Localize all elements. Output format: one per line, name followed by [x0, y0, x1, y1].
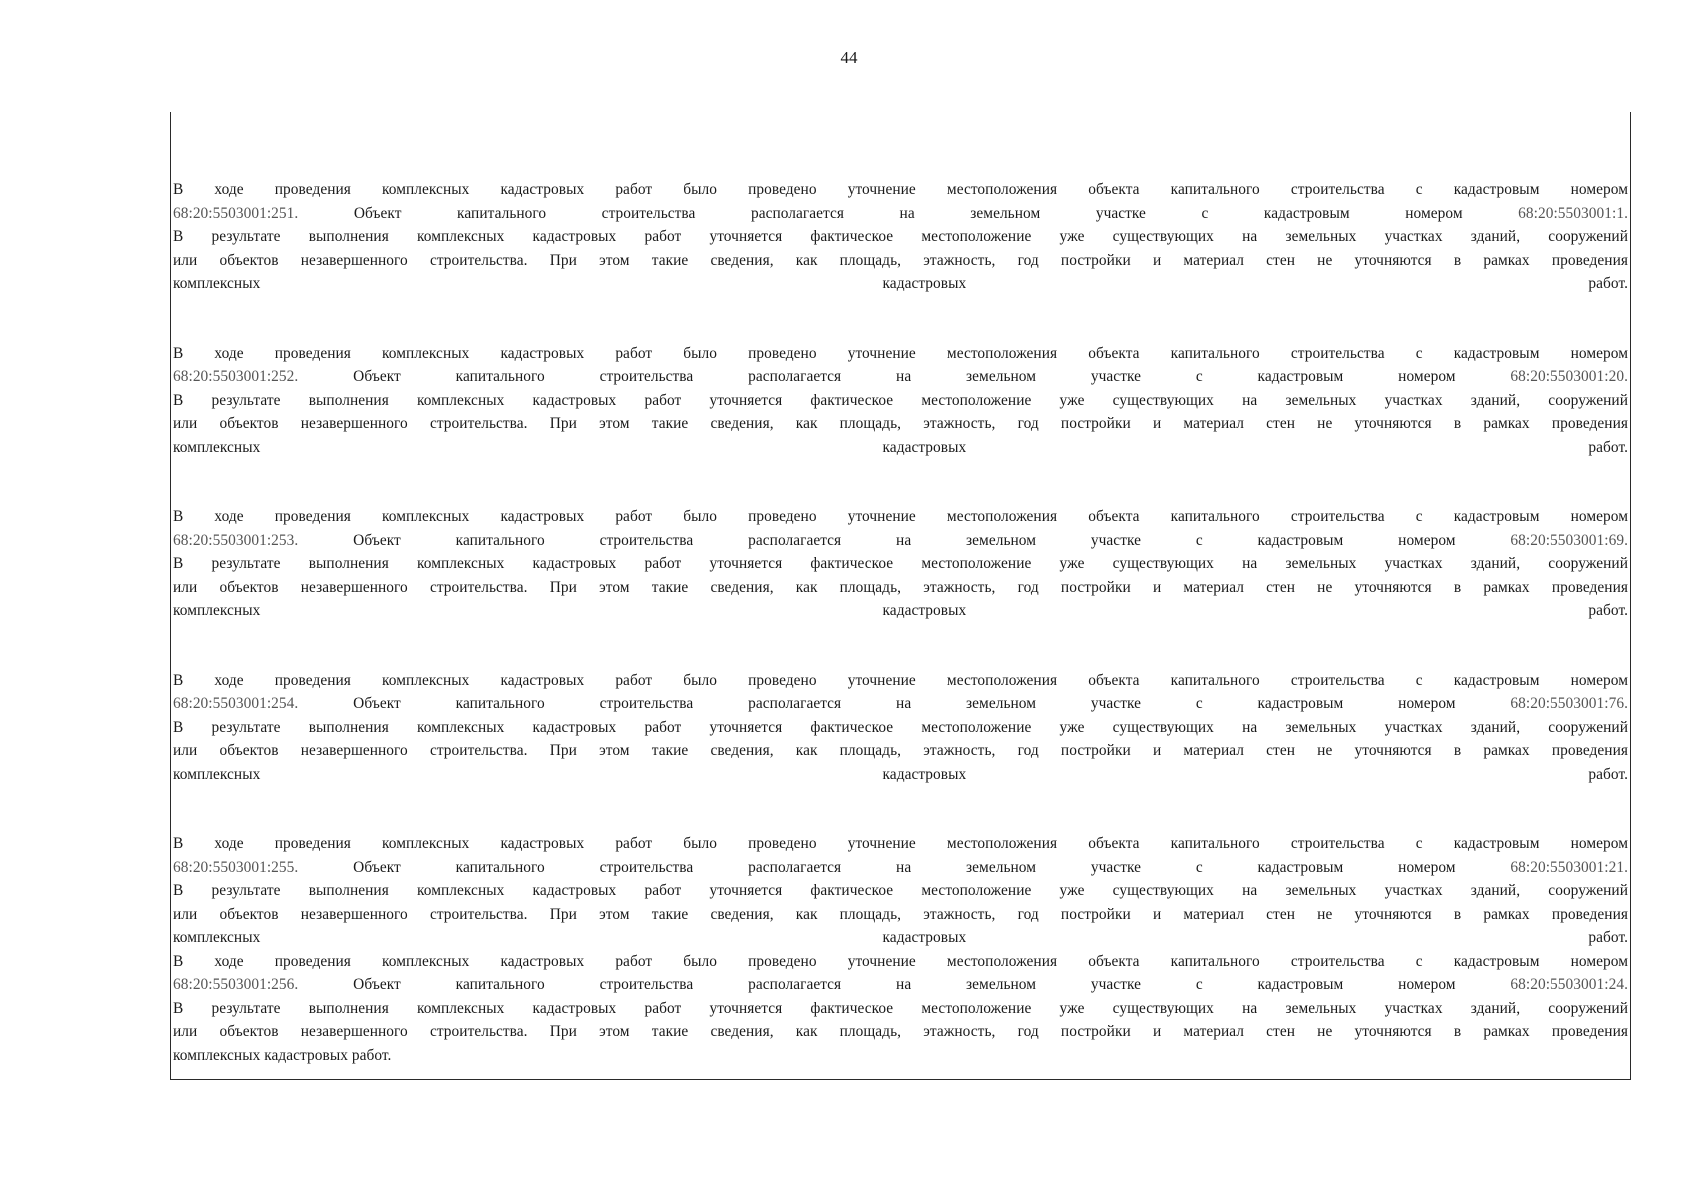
- entry-line-intro: В ходе проведения комплексных кадастровых работ было проведено уточнение местоположения объекта капитального строительства с кадастровым номером: [173, 181, 1628, 198]
- entry-line-numbers: [173, 856, 1628, 880]
- entry-line-closing: [173, 599, 1628, 623]
- closing-word: работ.: [1588, 765, 1628, 783]
- entry-line-numbers: [173, 529, 1628, 553]
- entry-line-numbers: [173, 692, 1628, 716]
- object-cadastral-number: 68:20:5503001:253.: [173, 531, 299, 549]
- entry-line-result: В результате выполнения комплексных кадастровых работ уточняется фактическое местоположение уже существующих на земельных участках зданий, сооружений: [173, 228, 1628, 245]
- entry-line-result: В результате выполнения комплексных кадастровых работ уточняется фактическое местоположение уже существующих на земельных участках зданий, сооружений: [173, 555, 1628, 572]
- entry-line-numbers: [173, 202, 1628, 226]
- entry-line-location: Объект капитального строительства располагается на земельном участке с кадастровым номером: [353, 531, 1456, 549]
- entry-line-result: В результате выполнения комплексных кадастровых работ уточняется фактическое местоположение уже существующих на земельных участках зданий, сооружений: [173, 999, 1628, 1017]
- entry-line-intro: В ходе проведения комплексных кадастровых работ было проведено уточнение местоположения объекта капитального строительства с кадастровым номером: [173, 508, 1628, 525]
- closing-word: кадастровых: [882, 929, 967, 946]
- parcel-cadastral-number: 68:20:5503001:76.: [1510, 695, 1628, 712]
- closing-word: кадастровых: [882, 765, 967, 783]
- entry-line-location: Объект капитального строительства располагается на земельном участке с кадастровым номером: [353, 204, 1463, 222]
- closing-word: работ.: [1588, 929, 1628, 946]
- entry-line-numbers: [173, 973, 1628, 997]
- entry-line-closing: [173, 926, 1628, 950]
- entry-251: [173, 178, 1628, 296]
- entry-254: [173, 669, 1628, 787]
- closing-word: работ.: [1588, 602, 1628, 619]
- entry-255: [173, 832, 1628, 950]
- entry-253: [173, 505, 1628, 623]
- entry-line-location: Объект капитального строительства располагается на земельном участке с кадастровым номером: [353, 368, 1456, 385]
- closing-word: комплексных: [173, 275, 261, 292]
- entries-list: [173, 178, 1628, 1067]
- entry-line-location: Объект капитального строительства располагается на земельном участке с кадастровым номером: [353, 976, 1456, 993]
- entry-line-intro: В ходе проведения комплексных кадастровых работ было проведено уточнение местоположения объекта капитального строительства с кадастровым номером: [173, 344, 1628, 362]
- entry-line-closing: [173, 763, 1628, 787]
- entry-line-intro: В ходе проведения комплексных кадастровых работ было проведено уточнение местоположения объекта капитального строительства с кадастровым номером: [173, 671, 1628, 689]
- entry-line-details: или объектов незавершенного строительства. При этом такие сведения, как площадь, этажность, год постройки и материал стен не уточняются в рамках проведения: [173, 578, 1628, 596]
- entry-line-numbers: [173, 365, 1628, 389]
- entry-line-result: В результате выполнения комплексных кадастровых работ уточняется фактическое местоположение уже существующих на земельных участках зданий, сооружений: [173, 391, 1628, 409]
- parcel-cadastral-number: 68:20:5503001:24.: [1510, 976, 1628, 993]
- entry-line-details: или объектов незавершенного строительства. При этом такие сведения, как площадь, этажность, год постройки и материал стен не уточняются в рамках проведения: [173, 1023, 1628, 1040]
- closing-word: работ.: [1588, 275, 1628, 292]
- parcel-cadastral-number: 68:20:5503001:21.: [1510, 858, 1628, 876]
- entry-line-details: или объектов незавершенного строительства. При этом такие сведения, как площадь, этажность, год постройки и материал стен не уточняются в рамках проведения: [173, 905, 1628, 923]
- closing-word: комплексных: [173, 929, 261, 946]
- parcel-cadastral-number: 68:20:5503001:1.: [1518, 204, 1628, 222]
- entry-line-intro: В ходе проведения комплексных кадастровых работ было проведено уточнение местоположения объекта капитального строительства с кадастровым номером: [173, 835, 1628, 852]
- object-cadastral-number: 68:20:5503001:255.: [173, 858, 299, 876]
- object-cadastral-number: 68:20:5503001:254.: [173, 695, 299, 712]
- object-cadastral-number: 68:20:5503001:251.: [173, 204, 299, 222]
- document-frame: [170, 112, 1631, 1080]
- entry-256: [173, 950, 1628, 1068]
- closing-word: кадастровых: [882, 275, 967, 292]
- closing-word: комплексных: [173, 765, 261, 783]
- closing-word: кадастровых: [882, 438, 967, 456]
- closing-word: комплексных: [173, 602, 261, 619]
- closing-word: кадастровых: [882, 602, 967, 619]
- closing-word: работ.: [1588, 438, 1628, 456]
- entry-line-closing: комплексных кадастровых работ.: [173, 1046, 392, 1064]
- object-cadastral-number: 68:20:5503001:252.: [173, 368, 299, 385]
- entry-line-details: или объектов незавершенного строительства. При этом такие сведения, как площадь, этажность, год постройки и материал стен не уточняются в рамках проведения: [173, 742, 1628, 759]
- parcel-cadastral-number: 68:20:5503001:20.: [1510, 368, 1628, 385]
- entry-line-closing: [173, 436, 1628, 460]
- object-cadastral-number: 68:20:5503001:256.: [173, 976, 299, 993]
- page-number: 44: [840, 48, 858, 67]
- closing-word: комплексных: [173, 438, 261, 456]
- entry-line-details: или объектов незавершенного строительства. При этом такие сведения, как площадь, этажность, год постройки и материал стен не уточняются в рамках проведения: [173, 251, 1628, 269]
- parcel-cadastral-number: 68:20:5503001:69.: [1510, 531, 1628, 549]
- entry-line-result: В результате выполнения комплексных кадастровых работ уточняется фактическое местоположение уже существующих на земельных участках зданий, сооружений: [173, 882, 1628, 899]
- entry-line-intro: В ходе проведения комплексных кадастровых работ было проведено уточнение местоположения объекта капитального строительства с кадастровым номером: [173, 952, 1628, 970]
- entry-line-location: Объект капитального строительства располагается на земельном участке с кадастровым номером: [353, 858, 1456, 876]
- entry-line-details: или объектов незавершенного строительства. При этом такие сведения, как площадь, этажность, год постройки и материал стен не уточняются в рамках проведения: [173, 415, 1628, 432]
- entry-line-result: В результате выполнения комплексных кадастровых работ уточняется фактическое местоположение уже существующих на земельных участках зданий, сооружений: [173, 718, 1628, 736]
- entry-line-closing: [173, 272, 1628, 296]
- entry-252: [173, 342, 1628, 460]
- entry-line-location: Объект капитального строительства располагается на земельном участке с кадастровым номером: [353, 695, 1456, 712]
